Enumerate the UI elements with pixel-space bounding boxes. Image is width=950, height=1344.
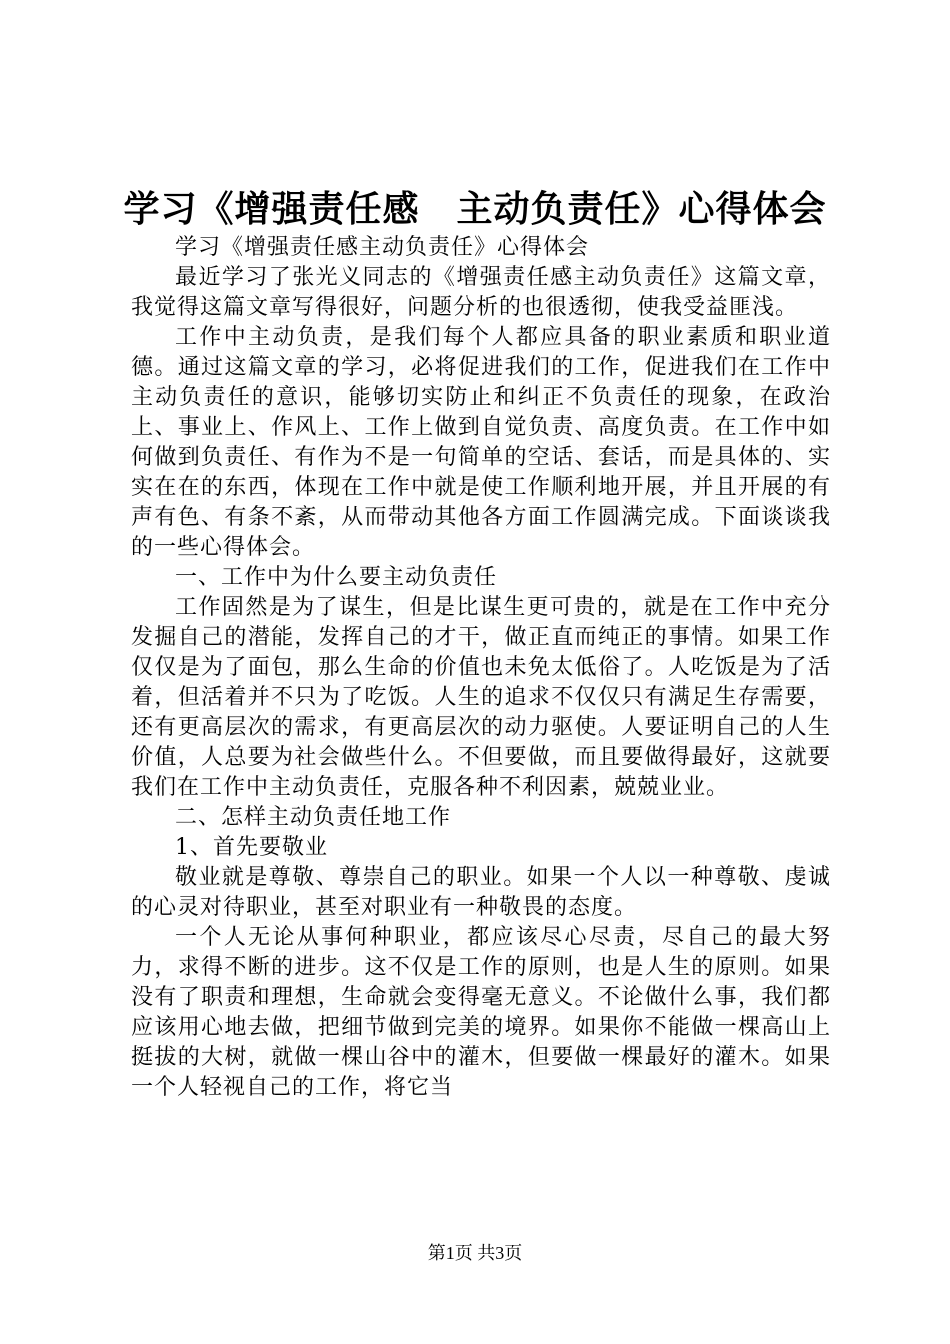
subsection-heading-1: 1、首先要敬业 bbox=[175, 835, 328, 860]
body-paragraph: 工作中主动负责，是我们每个人都应具备的职业素质和职业道德。通过这篇文章的学习，必将促进我们的工作，促进我们在工作中主动负责任的意识，能够切实防止和纠正不负责任的现象，在政治上、事业上、作风上、工作上做到自觉负责、高度负责。在工作中如何做到负责任、有作为不是一句简单的空话、套话，而是具体的、实实在在的东西，体现在工作中就是使工作顺利地开展，并且开展的有声有色、有条不紊，从而带动其他各方面工作圆满完成。下面谈谈我的一些心得体会。 bbox=[131, 325, 831, 560]
section-heading-1: 一、工作中为什么要主动负责任 bbox=[175, 565, 498, 590]
body-paragraph: 一个人无论从事何种职业，都应该尽心尽责，尽自己的最大努力，求得不断的进步。这不仅是工作的原则，也是人生的原则。如果没有了职责和理想，生命就会变得毫无意义。不论做什么事，我们都应该用心地去做，把细节做到完美的境界。如果你不能做一棵高山上挺拔的大树，就做一棵山谷中的灌木，但要做一棵最好的灌木。如果一个人轻视自己的工作，将它当 bbox=[131, 925, 831, 1100]
section-heading-2: 二、怎样主动负责任地工作 bbox=[175, 805, 452, 830]
intro-paragraph: 最近学习了张光义同志的《增强责任感主动负责任》这篇文章，我觉得这篇文章写得很好，问题分析的也很透彻，使我受益匪浅。 bbox=[131, 265, 831, 320]
page-number-footer: 第1页 共3页 bbox=[427, 1243, 523, 1263]
subtitle-paragraph: 学习《增强责任感主动负责任》心得体会 bbox=[175, 235, 590, 260]
document-title: 学习《增强责任感 主动负责任》心得体会 bbox=[123, 189, 827, 230]
document-body bbox=[131, 233, 831, 1103]
body-paragraph: 敬业就是尊敬、尊崇自己的职业。如果一个人以一种尊敬、虔诚的心灵对待职业，甚至对职业有一种敬畏的态度。 bbox=[131, 865, 831, 920]
body-paragraph: 工作固然是为了谋生，但是比谋生更可贵的，就是在工作中充分发掘自己的潜能，发挥自己的才干，做正直而纯正的事情。如果工作仅仅是为了面包，那么生命的价值也未免太低俗了。人吃饭是为了活着，但活着并不只为了吃饭。人生的追求不仅仅只有满足生存需要，还有更高层次的需求，有更高层次的动力驱使。人要证明自己的人生价值，人总要为社会做些什么。不但要做，而且要做得最好，这就要我们在工作中主动负责任，克服各种不利因素，兢兢业业。 bbox=[131, 595, 831, 800]
